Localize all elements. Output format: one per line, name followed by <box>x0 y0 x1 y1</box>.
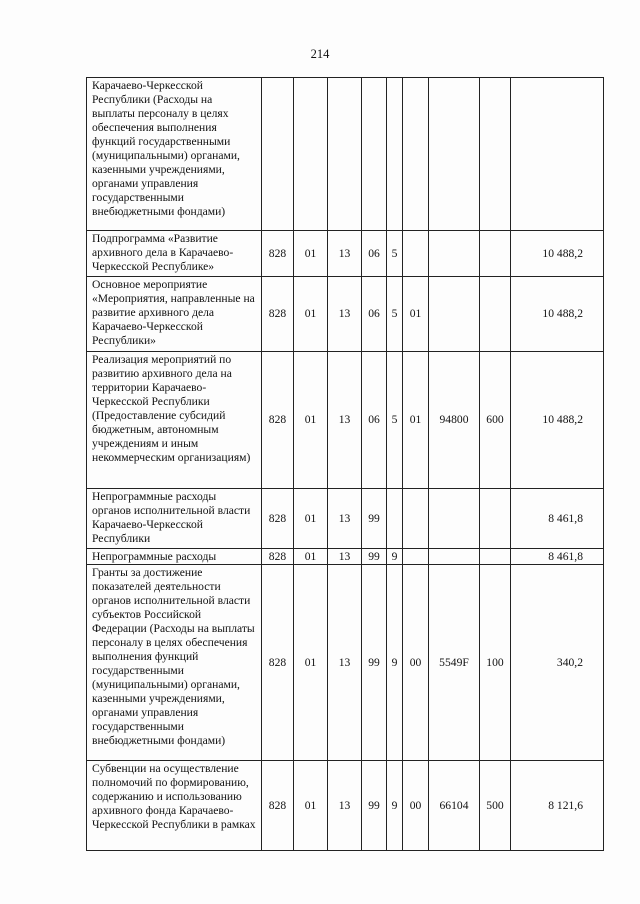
section-code: 01 <box>294 489 328 549</box>
row-name: Непрограммные расходы <box>87 549 262 565</box>
subprogram-code: 9 <box>387 761 403 851</box>
program-code: 06 <box>362 231 387 277</box>
section-code: 01 <box>294 549 328 565</box>
subprogram-code: 5 <box>387 231 403 277</box>
ministry-code: 828 <box>262 761 294 851</box>
amount: 10 488,2 <box>511 352 604 489</box>
expense-code <box>429 277 480 352</box>
direction-code: 00 <box>403 565 429 761</box>
program-code <box>362 78 387 231</box>
ministry-code <box>262 78 294 231</box>
expense-code <box>429 549 480 565</box>
subsection-code: 13 <box>328 489 362 549</box>
table-row <box>87 352 604 489</box>
direction-code <box>403 549 429 565</box>
amount: 10 488,2 <box>511 231 604 277</box>
ministry-code: 828 <box>262 277 294 352</box>
section-code: 01 <box>294 761 328 851</box>
ministry-code: 828 <box>262 231 294 277</box>
ministry-code: 828 <box>262 352 294 489</box>
subsection-code <box>328 78 362 231</box>
table-row <box>87 78 604 231</box>
budget-table <box>86 77 604 851</box>
expense-type-code: 100 <box>480 565 511 761</box>
expense-type-code <box>480 489 511 549</box>
ministry-code: 828 <box>262 489 294 549</box>
expense-code: 94800 <box>429 352 480 489</box>
program-code: 06 <box>362 277 387 352</box>
row-name: Непрограммные расходы органов исполнительной власти Карачаево-Черкесской Республики <box>87 489 262 549</box>
subprogram-code: 5 <box>387 277 403 352</box>
subsection-code: 13 <box>328 352 362 489</box>
amount <box>511 78 604 231</box>
section-code <box>294 78 328 231</box>
row-name: Реализация мероприятий по развитию архивного дела на территории Карачаево-Черкесской Республики (Предоставление субсидий бюджетным, автономным учреждениям и иным некоммерческим организациям) <box>87 352 262 489</box>
amount: 8 121,6 <box>511 761 604 851</box>
table-row <box>87 231 604 277</box>
program-code: 06 <box>362 352 387 489</box>
page-number: 214 <box>310 47 330 61</box>
direction-code <box>403 489 429 549</box>
amount: 8 461,8 <box>511 489 604 549</box>
program-code: 99 <box>362 565 387 761</box>
table-row <box>87 549 604 565</box>
subsection-code: 13 <box>328 565 362 761</box>
direction-code: 01 <box>403 277 429 352</box>
expense-code <box>429 489 480 549</box>
subprogram-code: 5 <box>387 352 403 489</box>
row-name: Подпрограмма «Развитие архивного дела в Карачаево-Черкесской Республике» <box>87 231 262 277</box>
expense-type-code <box>480 549 511 565</box>
section-code: 01 <box>294 565 328 761</box>
program-code: 99 <box>362 549 387 565</box>
subsection-code: 13 <box>328 231 362 277</box>
subprogram-code: 9 <box>387 549 403 565</box>
table-row <box>87 565 604 761</box>
subprogram-code <box>387 489 403 549</box>
expense-code <box>429 78 480 231</box>
table-row <box>87 489 604 549</box>
expense-code <box>429 231 480 277</box>
ministry-code: 828 <box>262 565 294 761</box>
expense-type-code: 600 <box>480 352 511 489</box>
row-name: Субвенции на осуществление полномочий по формированию, содержанию и использованию архивного фонда Карачаево-Черкесской Республики в рамках <box>87 761 262 851</box>
expense-type-code <box>480 231 511 277</box>
direction-code: 01 <box>403 352 429 489</box>
section-code: 01 <box>294 231 328 277</box>
expense-type-code <box>480 277 511 352</box>
row-name: Карачаево-Черкесской Республики (Расходы на выплаты персоналу в целях обеспечения выполнения функций государственными (муниципальными) органами, казенными учреждениями, органами управления государственными внебюджетными фондами) <box>87 78 262 231</box>
expense-code: 5549F <box>429 565 480 761</box>
program-code: 99 <box>362 489 387 549</box>
direction-code <box>403 78 429 231</box>
expense-type-code <box>480 78 511 231</box>
subsection-code: 13 <box>328 277 362 352</box>
amount: 340,2 <box>511 565 604 761</box>
expense-code: 66104 <box>429 761 480 851</box>
row-name: Гранты за достижение показателей деятельности органов исполнительной власти субъектов Российской Федерации (Расходы на выплаты персоналу в целях обеспечения выполнения функций государственными (муниципальными) органами, казенными учреждениями, органами управления государственными внебюджетными фондами) <box>87 565 262 761</box>
direction-code <box>403 231 429 277</box>
direction-code: 00 <box>403 761 429 851</box>
subprogram-code <box>387 78 403 231</box>
program-code: 99 <box>362 761 387 851</box>
section-code: 01 <box>294 277 328 352</box>
subprogram-code: 9 <box>387 565 403 761</box>
section-code: 01 <box>294 352 328 489</box>
ministry-code: 828 <box>262 549 294 565</box>
expense-type-code: 500 <box>480 761 511 851</box>
subsection-code: 13 <box>328 549 362 565</box>
subsection-code: 13 <box>328 761 362 851</box>
amount: 10 488,2 <box>511 277 604 352</box>
amount: 8 461,8 <box>511 549 604 565</box>
table-row <box>87 761 604 851</box>
table-row <box>87 277 604 352</box>
row-name: Основное мероприятие «Мероприятия, направленные на развитие архивного дела Карачаево-Черкесской Республики» <box>87 277 262 352</box>
